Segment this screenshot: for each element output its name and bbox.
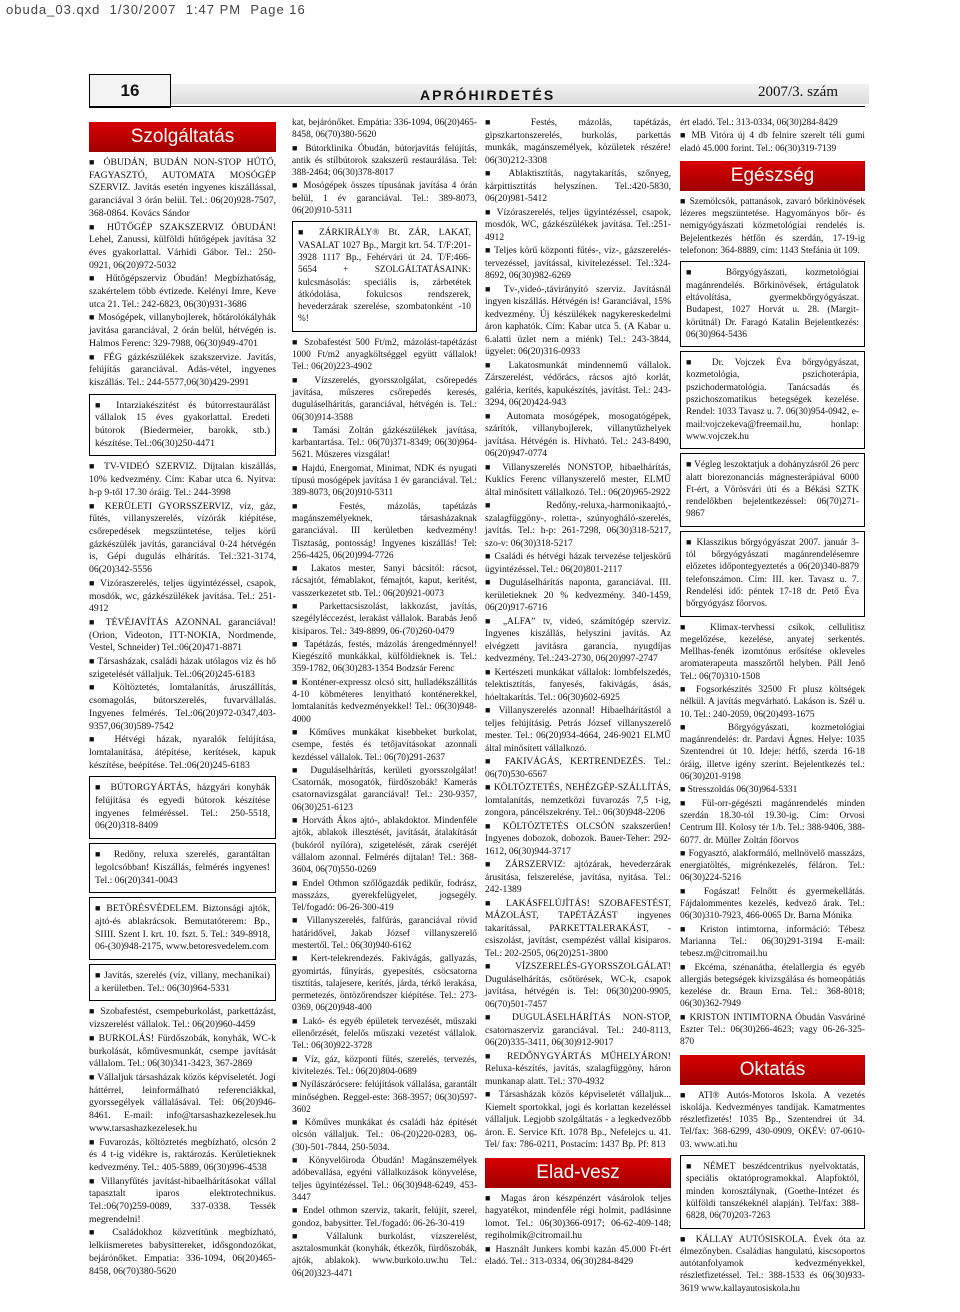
classified-ad: ■ Víz, gáz, központi fűtés, szerelés, tervezés, kivitelezés. Tel.: 06(20)804-0689 (292, 1053, 477, 1079)
boxed-ad (89, 394, 276, 457)
classified-ad: ■ Bőrgyógyászati, kozmetológiai magánrendelés: dr. Pardavi Ágnes. Helye: 1035 Szentendrei út 10. Ideje: hétfő, szerda 16-18 óráig, illetve igény szerint. Bejelentkezés tel.: 06(30)201-9198 (680, 721, 865, 783)
classified-ad: ■ Vállaljuk társasházak közös képviseletét. Jogi háttérrel, leinformálható referenciákkal, gyorssegélyek vállalásával. Tel: 06(20)946-8461. E-mail: info@tarsashazkezelesek.hu www.tarsashazkezelesek.hu (89, 1071, 276, 1136)
classified-ad: ■ Nyílászárócsere: felújítások vállalása, garantált minőségben. Reggel-este: 368-3957; 06(30)597-3602 (292, 1078, 477, 1116)
classified-ad: ■ Ablaktisztítás, nagytakarítás, szőnyeg, kárpittisztítás helyszínen. Tel.:420-5830, 06(20)981-5412 (485, 167, 671, 206)
classified-ad: ■ Tapétázás, festés, mázolás árengedménnyel! Kiegészítő munkákkal, külföldieknek is. Tel.: 359-1782, 06(30)283-1354 Bodzsár Ferenc (292, 638, 477, 676)
column-2 (292, 116, 477, 1280)
classified-ad: ■ Fogsorkészítés 32500 Ft plusz költségek nélkül. A javítás megvárható. Lakáson is. Szél u. 10. Tel.: 240-2059, 06(20)493-1675 (680, 683, 865, 721)
category-heading-health: Egészség (680, 161, 865, 191)
classified-ad: ■ Magas áron készpénzért vásárolok teljes hagyatékot, mindenféle régi holmit, padlásinne lomot. Tel.: 06(30)366-0917; 06-62-409-148; regiholmik@citromail.hu (485, 1192, 671, 1243)
file-slug: obuda_03.qxd 1/30/2007 1:47 PM Page 16 (6, 2, 306, 17)
classified-ad: ■ ATI® Autós-Motoros Iskola. A vezetés iskolája. Kedvezményes tandíjak. Kamatmentes részletfizetés! 1035 Bp., Szentendrei út 34. Tel/fax: 368-6299, 430-0909, OKÉV: 07-0610-03. www.ati.hu (680, 1089, 865, 1151)
classified-ad: ■ Villanyfűtés javítást-hibaelhárításokat vállal tapasztalt iparos elektrotechnikus. Tel.:06(70)259-0089, 337-0338. Tessék megrendelni! (89, 1175, 276, 1227)
classified-ad: ■ Hajdú, Energomat, Minimat, NDK és nyugati típusú mosógépek javítása 1 év garanciával. Tel.: 389-8073, 06(20)910-5311 (292, 462, 477, 500)
classified-ad: ■ Klasszikus bőrgyógyászat 2007. január 3-tól bőrgyógyászati magánrendelésemre előzetes időpontegyeztetés a 06(20)340-8879 telefonszámon. Cím: III. ker. Tavasz u. 7. Rendelési idő: péntek 17-18 dr. Pető Éva bőrgyógyász főorvos. (686, 536, 859, 611)
classified-ad: ■ LAKÁSFELÚJÍTÁS! SZOBAFESTÉST, MÁZOLÁST, TAPÉTÁZÁST ingyenes takarítással, PARKETTALERAKÁST, -csiszolást, javítást, csempézést vállal kisiparos. Tel.: 202-2505, 06(20)251-3800 (485, 897, 671, 961)
boxed-ad (680, 453, 865, 526)
classified-ad: ■ Családi és hétvégi házak tervezése teljeskörű ügyintézéssel. Tel.: 06(20)801-2117 (485, 550, 671, 576)
classified-ad: ■ DUGULÁSELHÁRÍTÁS NON-STOP, csatornaszerviz garanciával. Tel.: 240-8113, 06(20)335-3411, 06(30)912-9017 (485, 1011, 671, 1050)
classified-ad: ■ Fuvarozás, költöztetés megbízható, olcsón 2 és 4 t-ig vidékre is, raktározás. Kerületieknek kedvezmény. Tel.: 405-5889, 06(30)996-4538 (89, 1136, 276, 1175)
classified-ad: ■ Javítás, szerelés (víz, villany, mechanikai) a kerületben. Tel.: 06(30)964-5331 (95, 969, 270, 995)
classified-ad-continued: ért eladó. Tel.: 313-0334, 06(30)284-8429 (680, 118, 838, 128)
classified-ad: ■ Kert-telekrendezés. Fakivágás, gallyazás, gyomirtás, fűnyírás, gyepesítés, csöcsatorna tisztítás, talajesere, kerítés, járda, térkő lerakása, permetezés, öntözőrendszer kiépítése. Tel.: 273-0369, 06(20)948-400 (292, 952, 477, 1014)
classified-ad: ■ BETÖRÉSVÉDELEM. Biztonsági ajtók, ajtó-és ablakrácsok. Bemutatóterem: Bp., SIIII. Szent I. krt. 10. fszt. 5. Tel.: 349-8918, 06-(30)948-2175, www.betoresvedelem.com (95, 902, 270, 954)
classified-ad: ■ Automata mosógépek, mosogatógépek, szárítók, villanybojlerek, villanytűzhelyek javítása. Hétvégén is. Hívható. Tel.: 243-8490, 06(20)947-0774 (485, 410, 671, 461)
classified-ad: ■ KRISTON INTIMTORNA Óbudán Vasváriné Eszter Tel.: 06(30)266-4623; vagy 06-26-325-870 (680, 1011, 865, 1049)
classified-ad: ■ BÚTORGYÁRTÁS, házgyári konyhák felújítása és egyedi bútorok készítése ingyenes felméréssel. Tel.: 250-5518, 06(20)318-8409 (95, 781, 270, 833)
classified-ad: ■ Kriston intimtorna, információ: Tébesz Marianna Tel.: 06(30)291-3194 E-mail: tebesz.m@citromail.hu (680, 923, 865, 961)
classified-ad: ■ Mosógépek, villanybojlerek, hőtárolókályhák javítása garanciával, 2 órán belül, hétvégén is. Halmos Ferenc: 329-7988, 06(30)949-4701 (89, 311, 276, 350)
classified-ad: ■ KÖLTÖZTETÉS OLCSÓN szakszerűen! Ingyenes dobozok, dobozok. Bauer-Teher: 292-1612, 06(30)944-3717 (485, 820, 671, 859)
classified-ad: ■ HŰTŐGÉP SZAKSZERVIZ ÓBUDÁN! Lehel, Zanussi, külföldi hűtőgépek javítása 32 éves gyakorlattal. Várhidi Gábor. Tel.: 250-0921, 06(20)972-5032 (89, 221, 276, 273)
classified-ad: ■ Tv-,videó-,távirányító szerviz. Javításnál ingyen kiszállás. Hétvégén is! Garanciával, 15% kedvezmény. Új készülékek nagykereskedelmi áron kaphatók. Cím: Kabar utca 5. (A Kabar u. 6.alatti üzlet nem a miénk) Tel.: 243-3844, ügyelet: 06(20)316-0933 (485, 283, 671, 359)
classified-ad: ■ Vízóraszerelés, teljes ügyintézéssel, csapok, mosdók, WC, gázkészülékek javítása. Tel.:251-4912 (485, 206, 671, 245)
classified-ad: ■ Redőny, reluxa szerelés, garantáltan legolcsóbban! Kiszállás, felmérés ingyenes! Tel.: 06(20)341-0043 (95, 848, 270, 887)
classified-ad: ■ TV-VIDEÓ SZERVIZ. Díjtalan kiszállás, 10% kedvezmény. Cím: Kabar utca 6. Nyitva: h-p 9-től 17.30 óráig. Tel.: 244-3998 (89, 460, 276, 499)
classified-ad: ■ „ALFA” tv, videó, számítógép szerviz. Ingyenes kiszállás, helyszíni javítás. Az elvégzett javításra garancia, nyugdíjas kedvezmény. Tel.:243-2730, 06(20)997-2747 (485, 615, 671, 666)
classified-ad: ■ VÍZSZERELÉS-GYORSSZOLGÁLAT! Duguláselhárítás, csőtörések, WC-k, csapok javítása, hétvégén is. Tel: 06(30)200-9905, 06(70)501-7457 (485, 960, 671, 1011)
category-heading-education: Oktatás (680, 1055, 865, 1085)
classified-ad: ■ Endel othmon szerviz, takarít, felújít, szerel, gondoz, babysitter. Tel./fogadó: 06-26-30-419 (292, 1204, 477, 1230)
classified-ad: ■ Dr. Vojczek Éva bőrgyógyászat, kozmetológia, pszichoterápia, pszichodermatológia. Tanácsadás és pszichoszomatikus betegségek kezelése. Rendel: 1033 Tavasz u. 7. 06(30)954-0942, e-mail:vojczekeva@freemail.hu, honlap: www.vojczek.hu (686, 356, 859, 443)
column-1 (89, 116, 276, 1278)
classified-ad: ■ Redőny,-reluxa,-harmonikaajtó,-szalagfüggöny-, roletta-, szúnyogháló-szerelés, javítás. Tel.: h-p: 261-7298, 06(30)318-5217, szo-v: 06(30)318-5217 (485, 499, 671, 550)
classified-ad: ■ Szobafestést, csempeburkolást, parkettázást, vízszerelést vállalok. Tel.: 06(20)960-4459 (89, 1005, 276, 1031)
column-4 (680, 116, 865, 1295)
classified-ad: ■ Lakatos mester, Sanyi bácsitól: rácsot, rácsajtót, fémablakot, fémajtót, kaput, kerítést, vasszerkezetet stb. Tel.: 06(20)921-0073 (292, 562, 477, 600)
classified-ad: ■ REDŐNYGYÁRTÁS MŰHELYÁRON! Reluxa-készítés, javítás, szalagfüggöny, háron munkanap alatt. Tel.: 370-4932 (485, 1050, 671, 1089)
classified-ad: ■ KÁLLAY AUTÓSISKOLA. Évek óta az élmezőnyben. Családias hangulatú, kiscsoportos autótanfolyamok kedvezményekkel, részletfizetéssel. Tel.: 388-1533 és 06(30)933-3619 www.kallayautosiskola.hu (680, 1233, 865, 1295)
classified-ad: ■ Bútorklinika Óbudán, bútorjavítás felújítás, antik és stílbútorok szakszerű restaurálása. Tel: 388-2464; 06(30)378-8017 (292, 142, 477, 180)
classified-ad: ■ Vállalunk burkolást, vízszerelést, asztalosmunkát (konyhák, étkezők, fürdőszobák, ajtók, ablakok). www.burkolo.uw.hu Tel.: 06(20)323-4471 (292, 1230, 477, 1280)
classified-ad: ■ Duguláselhárítás naponta, garanciával. III. kerületieknek 20 % kedvezmény. 340-1459, 06(20)917-6716 (485, 576, 671, 615)
classified-ad: ■ Társasházak közös képviseletét vállaljuk... Kiemelt sportokkal, jogi és korlattan kezeléssel vállaljuk. Legjobb szolgáltatás - a legkedvezőbb áron. E. Service Kft. 1078 Bp., Nefelejcs u. 41. Tel/ fax: 786-0211, Postacím: 1437 Bp. Pf: 813 (485, 1088, 671, 1152)
classified-ad-continued: kat, bejárónőket. Empátia: 336-1094, 06(20)465-8458, 06(70)380-5620 (292, 118, 477, 141)
classified-ad: ■ Duguláselhárítás, kerületi gyorsszolgálat! Csatornák, mosogatók, fürdőszobák! Kamerás csatornavizsgálat garanciával! Tel.: 230-9357, 06(30)251-6123 (292, 764, 477, 814)
classified-ad: ■ Villanyszerelés NONSTOP, hibaelhárítás, Kuklics Ferenc villanyszerelő mester, ELMŰ által minősített vállalkozó. Tel.: 06(20)965-2922 (485, 461, 671, 500)
classified-ad: ■ Mosógépek összes típusának javítása 4 órán belül, 1 év garanciával. Tel.: 389-8073, 06(20)910-5311 (292, 179, 477, 217)
classified-ad: ■ Családokhoz közvetítünk megbízható, lelkiismeretes babysittereket, idősgondozókat, bejárónőket. Empatia: 336-1094, 06(20)465-8458, 06(70)380-5620 (89, 1226, 276, 1278)
column-3 (485, 116, 671, 1269)
classified-ad: ■ Fogyasztó, alakformáló, mellnövelő masszázs, energiatöltés, migrénkezelés, féláron. Tel.: 06(30)224-5216 (680, 847, 865, 885)
header-rule (89, 106, 865, 107)
classified-ad: ■ ÓBUDÁN, BUDÁN NON-STOP HŰTŐ, FAGYASZTÓ, AUTOMATA MOSÓGÉP SZERVIZ. Javítás esetén ingyenes kiszállással, garanciával 3 órán belül. Tel.: 06(20)928-7507, 368-0864. Kovács Sándor (89, 156, 276, 221)
classified-ad: ■ Kőműves munkákat kisebbeket burkolat, csempe, festés és tetőjavításokat azonnali kezdéssel vállalok. Tel.: 06(70)291-2637 (292, 726, 477, 764)
classified-ad: ■ Festés, mázolás, tapétázás, gipszkartonszerelés, burkolás, parkettás munkák, magánszemélyek, közületek részére! 06(30)212-3308 (485, 116, 671, 167)
classified-ad: ■ Klimax-tervhessi csikok, cellulitisz megelőzése, kezelése, anyatej serkentés. Mellhas-fenék izomtónus erősítése okleveles aromaterapeuta masszőrtől helyben. Páll Jenő Tel.: 06(70)310-1508 (680, 621, 865, 683)
classified-ad: ■ Villanyszerelés azonnal! Hibaelhárítástól a teljes felújításig. Petrás József villanyszerelő mester. Tel.: 06(20)934-4664, 246-9021 ELMŰ által minősített vállalkozó. (485, 704, 671, 755)
classified-ad: ■ Fogászat! Felnőtt és gyermekellátás. Fájdalommentes kezelés, kedvező árak. Tel.: 06(30)310-7923, 466-0065 Dr. Barna Mónika (680, 885, 865, 923)
page-number: 16 (89, 74, 171, 108)
classified-ad: ■ FÉG gázkészülékek szakszervize. Javítás, felújítás garanciával. Adás-vétel, ingyenes kiszállás. Tel.: 244-5577,06(30)429-2991 (89, 351, 276, 390)
classified-ad: ■ Parkettacsiszolást, lakkozást, javítás, szegélyléccezést, lerakást vállalok. Barabás Jenő kisiparos. Tel.: 349-8899, 06-(70)260-0479 (292, 600, 477, 638)
classified-ad: ■ Szemölcsök, pattanások, zavaró bőrkinövések lézeres megszüntetése. Hagyományos bőr- és nemigyógyászati közmetológiai rendelés is. Bejelentkezés hétfőn és szerdán, 17-19-ig telefonon: 364-8889, cím: 1143 Stefánia út 109. (680, 195, 865, 257)
classified-ad: ■ Intarziakészítést és bútorrestaurálást vállalok 15 éves gyakorlattal. Eredeti bútorok (Biedermeier, barokk, stb.) készítése. Tel.:06(30)250-4471 (95, 399, 270, 451)
classified-ad: ■ Ekcéma, szénanátha, ételallergia és egyéb allergiás betegségek kivizsgálása és homeopátiás kezelése dr. Braun Erna. Tel.: 368-8018; 06(30)362-7949 (680, 961, 865, 1011)
classified-ad: ■ Stresszoldás 06(30)964-5331 (680, 783, 865, 796)
classified-ad: ■ Hűtőgépszerviz Óbudán! Megbízhatóság, szakértelem több évtizede. Kelényi Imre, Keve utca 21. Tel.: 242-6823, 06(30)931-3686 (89, 272, 276, 311)
classified-ad: ■ KERÜLETI GYORSSZERVIZ, víz, gáz, fűtés, villanyszerelés, vízórák kiépítése, csőrepedések megszüntetése, teljes körű gázkészülék javítás, garanciával 0-24 hétvégén is, Gépi dugulás elhárítás. Tel.:321-3174, 06(20)342-5556 (89, 500, 276, 577)
classified-ad: ■ Szobafestést 500 Ft/m2, mázolást-tapétázást 1000 Ft/m2 anyagköltséggel együtt vállalok! Tel.: 06(20)223-4902 (292, 336, 477, 374)
boxed-ad (89, 843, 276, 893)
classified-ad: ■ TÉVÉJAVÍTÁS AZONNAL garanciával! (Orion, Videoton, ITT-NOKIA, Nordmende, Vestel, Schneider) Tel.:06(20)471-8871 (89, 616, 276, 655)
classified-ad: ■ ZÁRKIRÁLY® Bt. ZÁR, LAKAT, VASALAT 1027 Bp., Margit krt. 54. T/F:201-3928 1117 Bp., Fehérvári út 24. T/F:466-5654 + SZOLGÁLTATÁSAINK: kulcsmásolás: speciális is, zárbetétek átkódolása, fokulcsos rendszerek, hevederzárak szerelése, szombatonként -10 %! (298, 226, 471, 325)
classified-ad: ■ Hétvégi házak, nyaralók felújítása, lomtalanítása, átépítése, kerítések, kapuk készítése, beépítése. Tel.:06(20)245-6183 (89, 733, 276, 772)
classified-ad: ■ Horváth Ákos ajtó-, ablakdoktor. Mindenféle ajtók, ablakok illesztését, javítását, átalakítását (bukóról nyílóra), szigetelését, zárak cseréjét vállalom azonnal. Felmérés díjtalan! Tel.: 368-3604, 06(70)550-0269 (292, 814, 477, 876)
issue-label: 2007/3. szám (758, 84, 838, 100)
boxed-ad (89, 776, 276, 839)
classified-ad: ■ Lakó- és egyéb épületek tervezését, műszaki ellenőrzését, felelős műszaki vezetést vállalok. Tel.: 06(30)922-3728 (292, 1015, 477, 1053)
classified-ad: ■ Festés, mázolás, tapétázás magánszemélyeknek, társasházaknak garanciával. III kerületben kedvezmény! Tisztaság, pontosság! Ingyenes kiszállás! Tel: 256-4425, 06(20)994-7726 (292, 500, 477, 562)
classified-ad: ■ Fül-orr-gégészti magánrendelés minden szerdán 18.30-tól 19.30-ig. Cím: Orvosi Centrum III. Kolosy tér 1/b. Tel.: 388-9406, 388-6077. dr. Müller Zoltán főorvos (680, 797, 865, 847)
classified-ad: ■ Végleg leszoktatjuk a dohányzásról 26 perc alatt biorezonanciás mágnesterápiával 6000 Ft-ért, a Vörösvári úti és a Békási SZTK rendelőkben bejelentkezéssel: 06(70)271-9867 (686, 458, 859, 520)
classified-ad: ■ KÖLTÖZTETÉS, NEHÉZGÉP-SZÁLLÍTÁS, lomtalanítás, nemzetközi fuvarozás 7,5 t-ig, zongora, páncélszekrény. Tel.: 06(30)948-2206 (485, 781, 671, 820)
category-heading-sale: Elad-vesz (485, 1158, 671, 1188)
boxed-ad (680, 261, 865, 347)
classified-ad: ■ Költöztetés, lomtalanítás, áruszállítás, csomagolás, bútorszerelés, fuvarvállalás. Ingyenes felmérés. Tel.:06(20)972-0347,403-9357,06(30)589-7542 (89, 681, 276, 733)
classified-ad: ■ Vízszerelés, gyorsszolgálat, csőrepedés javítása, műszeres csőrepedés keresés, duguláselhárítás, garanciával, hétvégén is. Tel.: 06(30)914-3588 (292, 374, 477, 424)
classified-ad: ■ Vízóraszerelés, teljes ügyintézéssel, csapok, mosdók, wc, gázkészülékek javítása. Tel.: 251- 4912 (89, 577, 276, 616)
classified-ad: ■ Bőrgyógyászati, kozmetológiai magánrendelés. Bőrkinövések, értágulatok eltávolítása, gyermekbőrgyógyászat. Budapest, 1027 Horvát u. 28. (Margit-körútnál) Dr. Faragó Katalin Bejelentkezés: 06(30)964-5436 (686, 266, 859, 341)
classified-ad: ■ Teljes körű központi fűtés-, víz-, gázszerelés-tervezéssel, javítással, kivitelezéssel. Tel.:324-8692, 06(30)982-6269 (485, 244, 671, 283)
classified-ad: ■ Konténer-expressz olcsó sitt, hulladékszállítás 4-10 köbméteres lenyitható konténerekkel, lomtalanítás kedvezményekkel! Tel.: 06(30)948-4000 (292, 676, 477, 726)
classified-ad: ■ Villanyszerelés, falfúrás, garanciával rövid határidővel, Jakab József villanyszerelő mestertől. Tel.: 06(30)940-6162 (292, 914, 477, 952)
classified-ad: ■ Lakatosmunkát mindennemű vállalok. Zárszerelést, védőrács, rácsos ajtó korlát, galéria, kerítés, kapukészítés, javítást. Tel.: 243-3294, 06(20)424-943 (485, 359, 671, 410)
boxed-ad (89, 897, 276, 960)
boxed-ad (89, 964, 276, 1001)
classified-ad: ■ ZÁRSZERVIZ: ajtózárak, hevederzárak árusítása, felszerelése, javítása, nyitása. Tel.: 242-1389 (485, 858, 671, 897)
classified-ad: ■ FAKIVÁGÁS, KERTRENDEZÉS. Tel.: 06(70)530-6567 (485, 755, 671, 781)
boxed-ad (680, 1155, 865, 1228)
boxed-ad (680, 351, 865, 449)
classified-ad: ■ Kertészeti munkákat vállalok: lombfelszedés, telektisztítás, fanyesés, fakivágás, ásás, hóeltakarítás. Tel.: 06(30)602-6925 (485, 666, 671, 705)
category-heading-services: Szolgáltatás (89, 122, 276, 152)
classified-ad: ■ Endel Othmon szőlőgazdák pedikűr, fodrász, masszázs, gyerekfelügyelet, jogsegély. Tel/fogadó: 06-26-300-419 (292, 877, 477, 915)
classified-ad: ■ NÉMET beszédcentrikus nyelvoktatás, speciális oktatóprogramokkal. Alapfoktól, minden korosztálynak, (Goethe-Intézet és külföldi tanszékeknél alapján). Tel/fax: 388-6828, 06(70)203-7263 (686, 1160, 859, 1222)
boxed-ad (292, 221, 477, 331)
section-title: APRÓHIRDETÉS (420, 87, 556, 103)
classified-ad: ■ Könyvelőiroda Óbudán! Magánszemélyek adóbevallása, egyéni vállalkozások könyvelése, teljes ügyintézéssel. Tel.: 06(30)948-6249, 453-3447 (292, 1154, 477, 1204)
classified-ad: ■ BURKOLÁS! Fürdőszobák, konyhák, WC-k burkolását, kőművesmunkát, csempe javítását vállalom. Tel.: 06(30)341-3423, 367-2869 (89, 1032, 276, 1071)
classified-ad: ■ Tamási Zoltán gázkészülékek javítása, karbantartása. Tel.: 06(70)371-8349; 06(30)964-5621. Műszeres vizsgálat! (292, 424, 477, 462)
classified-ad: ■ MB Vitóra új 4 db felnire szerelt téli gumi eladó 45.000 forint. Tel.: 06(30)319-7139 (680, 129, 865, 155)
classified-ad: ■ Társasházak, családi házak utólagos víz és hő szigetelését vállaljuk. Tel.:06(20)245-6183 (89, 655, 276, 681)
classified-ad: ■ Kőműves munkákat és családi ház építését olcsón vállaljuk. Tel.: 06-(20)220-0283, 06-(30)-501-7844, 250-5034. (292, 1116, 477, 1154)
boxed-ad (680, 531, 865, 617)
classified-ad: ■ Használt Junkers kombi kazán 45.000 Ft-ért eladó. Tel.: 313-0334, 06(30)284-8429 (485, 1243, 671, 1269)
